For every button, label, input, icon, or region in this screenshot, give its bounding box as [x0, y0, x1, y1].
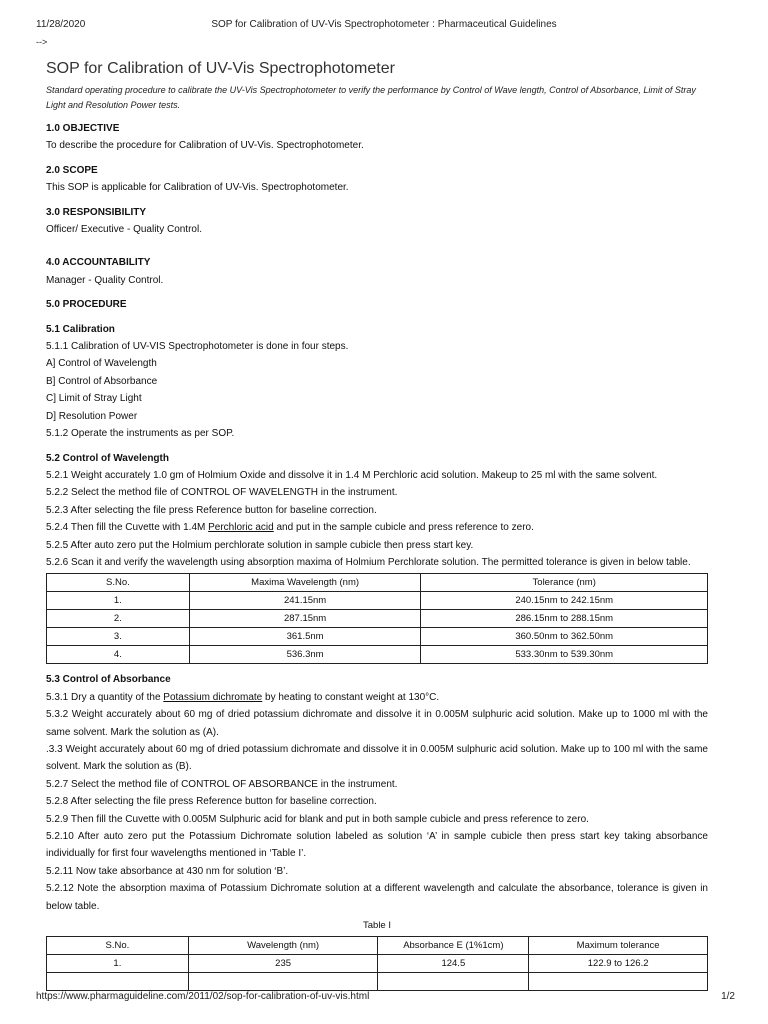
print-date: 11/28/2020	[36, 19, 86, 30]
wavelength-tolerance-table	[46, 573, 708, 664]
calibration-line: 5.1.1 Calibration of UV-VIS Spectrophotometer is done in four steps.	[46, 341, 349, 353]
accountability-heading: 4.0 ACCOUNTABILITY	[46, 257, 151, 269]
wavelength-step	[46, 519, 708, 536]
table-cell: 286.15nm to 288.15nm	[421, 610, 708, 628]
calibration-line: 5.1.2 Operate the instruments as per SOP.	[46, 428, 235, 440]
document-title: SOP for Calibration of UV-Vis Spectrophotometer	[46, 60, 395, 77]
calibration-line: B] Control of Absorbance	[46, 375, 158, 387]
table-cell: 1.	[47, 955, 189, 973]
table-cell: 4.	[47, 646, 190, 664]
calibration-heading: 5.1 Calibration	[46, 323, 115, 335]
wavelength-step-text: and put in the sample cubicle and press reference to zero.	[273, 522, 534, 534]
wavelength-step-text: 5.2.4 Then fill the Cuvette with 1.4M	[46, 522, 209, 534]
table-header-cell: S.No.	[47, 574, 190, 592]
table-cell: 360.50nm to 362.50nm	[421, 628, 708, 646]
table-header-cell: Wavelength (nm)	[188, 937, 378, 955]
absorbance-tolerance-table	[46, 936, 708, 991]
absorbance-step-text: 5.3.1 Dry a quantity of the	[46, 691, 164, 703]
table-header-cell: S.No.	[47, 937, 189, 955]
table-cell: 1.	[47, 592, 190, 610]
table-row	[47, 592, 708, 610]
table-header-row	[47, 937, 708, 955]
objective-text: To describe the procedure for Calibration of UV-Vis. Spectrophotometer.	[46, 140, 364, 152]
table-cell: 2.	[47, 610, 190, 628]
absorbance-step: 5.2.10 After auto zero put the Potassium Dichromate solution labeled as solution ‘A’ in sample cubicle then press start key taking absorbance individually for first four wavelengths mentioned in ‘Table I’.	[46, 831, 708, 860]
table-header-cell: Maxima Wavelength (nm)	[189, 574, 421, 592]
wavelength-step: 5.2.5 After auto zero put the Holmium perchlorate solution in sample cubicle then press start key.	[46, 539, 474, 551]
table-cell: 287.15nm	[189, 610, 421, 628]
absorbance-step	[46, 689, 708, 706]
calibration-line: D] Resolution Power	[46, 410, 138, 422]
wavelength-heading: 5.2 Control of Wavelength	[46, 452, 169, 464]
table-row	[47, 646, 708, 664]
absorbance-step: 5.2.8 After selecting the file press Reference button for baseline correction.	[46, 796, 377, 808]
table-cell	[378, 973, 529, 991]
responsibility-text: Officer/ Executive - Quality Control.	[46, 224, 202, 236]
potassium-dichromate-link[interactable]: Potassium dichromate	[163, 691, 263, 703]
absorbance-step: 5.3.2 Weight accurately about 60 mg of dried potassium dichromate and dissolve it in 0.005M sulphuric acid solution. Make up to 1000 ml with the same solvent. Mark the solution as (A).	[46, 709, 708, 738]
table-cell: 533.30nm to 539.30nm	[421, 646, 708, 664]
document-intro: Standard operating procedure to calibrate the UV-Vis Spectrophotometer to verify the performance by Control of Wave length, Control of Absorbance, Limit of Stray Light and Resolution Power tests.	[46, 85, 696, 110]
print-page-number: 1/2	[721, 991, 735, 1002]
table-header-cell: Maximum tolerance	[529, 937, 708, 955]
print-header	[0, 0, 768, 48]
absorbance-step-text: by heating to constant weight at 130°C.	[262, 691, 440, 703]
table-cell: 124.5	[378, 955, 529, 973]
table-cell	[529, 973, 708, 991]
calibration-line: A] Control of Wavelength	[46, 358, 157, 370]
accountability-text: Manager - Quality Control.	[46, 274, 164, 286]
absorbance-step: 5.2.12 Note the absorption maxima of Potassium Dichromate solution at a different wavelength and calculate the absorbance, tolerance is given in below table.	[46, 883, 708, 912]
print-arrow-text: -->	[36, 37, 48, 47]
table-row	[47, 973, 708, 991]
print-page-title: SOP for Calibration of UV-Vis Spectrophotometer : Pharmaceutical Guidelines	[211, 19, 557, 30]
table-header-row	[47, 574, 708, 592]
table-cell	[47, 973, 189, 991]
absorbance-step: .3.3 Weight accurately about 60 mg of dried potassium dichromate and dissolve it in 0.005M sulphuric acid solution. Make up to 100 ml with the same solvent. Mark the solution as (B).	[46, 743, 708, 773]
table-cell	[188, 973, 378, 991]
table-cell: 536.3nm	[189, 646, 421, 664]
table-row	[47, 628, 708, 646]
table-cell: 241.15nm	[189, 592, 421, 610]
wavelength-step: 5.2.1 Weight accurately 1.0 gm of Holmium Oxide and dissolve it in 1.4 M Perchloric acid solution. Makeup to 25 ml with the same solvent.	[46, 469, 658, 481]
absorbance-step: 5.2.9 Then fill the Cuvette with 0.005M Sulphuric acid for blank and put in both sample cubicle and press reference to zero.	[46, 813, 589, 825]
table-cell: 3.	[47, 628, 190, 646]
calibration-line: C] Limit of Stray Light	[46, 393, 142, 405]
table-header-cell: Absorbance E (1%1cm)	[378, 937, 529, 955]
wavelength-step: 5.2.2 Select the method file of CONTROL OF WAVELENGTH in the instrument.	[46, 487, 398, 499]
table-cell: 361.5nm	[189, 628, 421, 646]
table-cell: 122.9 to 126.2	[529, 955, 708, 973]
objective-heading: 1.0 OBJECTIVE	[46, 123, 120, 134]
scope-heading: 2.0 SCOPE	[46, 164, 98, 176]
procedure-heading: 5.0 PROCEDURE	[46, 299, 127, 311]
table-row	[47, 610, 708, 628]
table-cell: 235	[188, 955, 378, 973]
wavelength-step: 5.2.3 After selecting the file press Reference button for baseline correction.	[46, 504, 377, 516]
table-caption: Table I	[363, 920, 391, 932]
wavelength-step: 5.2.6 Scan it and verify the wavelength using absorption maxima of Holmium Perchlorate solution. The permitted tolerance is given in below table.	[46, 556, 691, 568]
perchloric-acid-link[interactable]: Perchloric acid	[208, 522, 274, 534]
table-row	[47, 955, 708, 973]
document-body	[46, 58, 708, 991]
responsibility-heading: 3.0 RESPONSIBILITY	[46, 206, 147, 218]
absorbance-heading: 5.3 Control of Absorbance	[46, 674, 171, 686]
scope-text: This SOP is applicable for Calibration of UV-Vis. Spectrophotometer.	[46, 182, 349, 194]
print-url: https://www.pharmaguideline.com/2011/02/sop-for-calibration-of-uv-vis.html	[36, 991, 370, 1002]
table-cell: 240.15nm to 242.15nm	[421, 592, 708, 610]
absorbance-step: 5.2.7 Select the method file of CONTROL OF ABSORBANCE in the instrument.	[46, 778, 398, 790]
table-header-cell: Tolerance (nm)	[421, 574, 708, 592]
absorbance-step: 5.2.11 Now take absorbance at 430 nm for solution ‘B’.	[46, 865, 289, 877]
